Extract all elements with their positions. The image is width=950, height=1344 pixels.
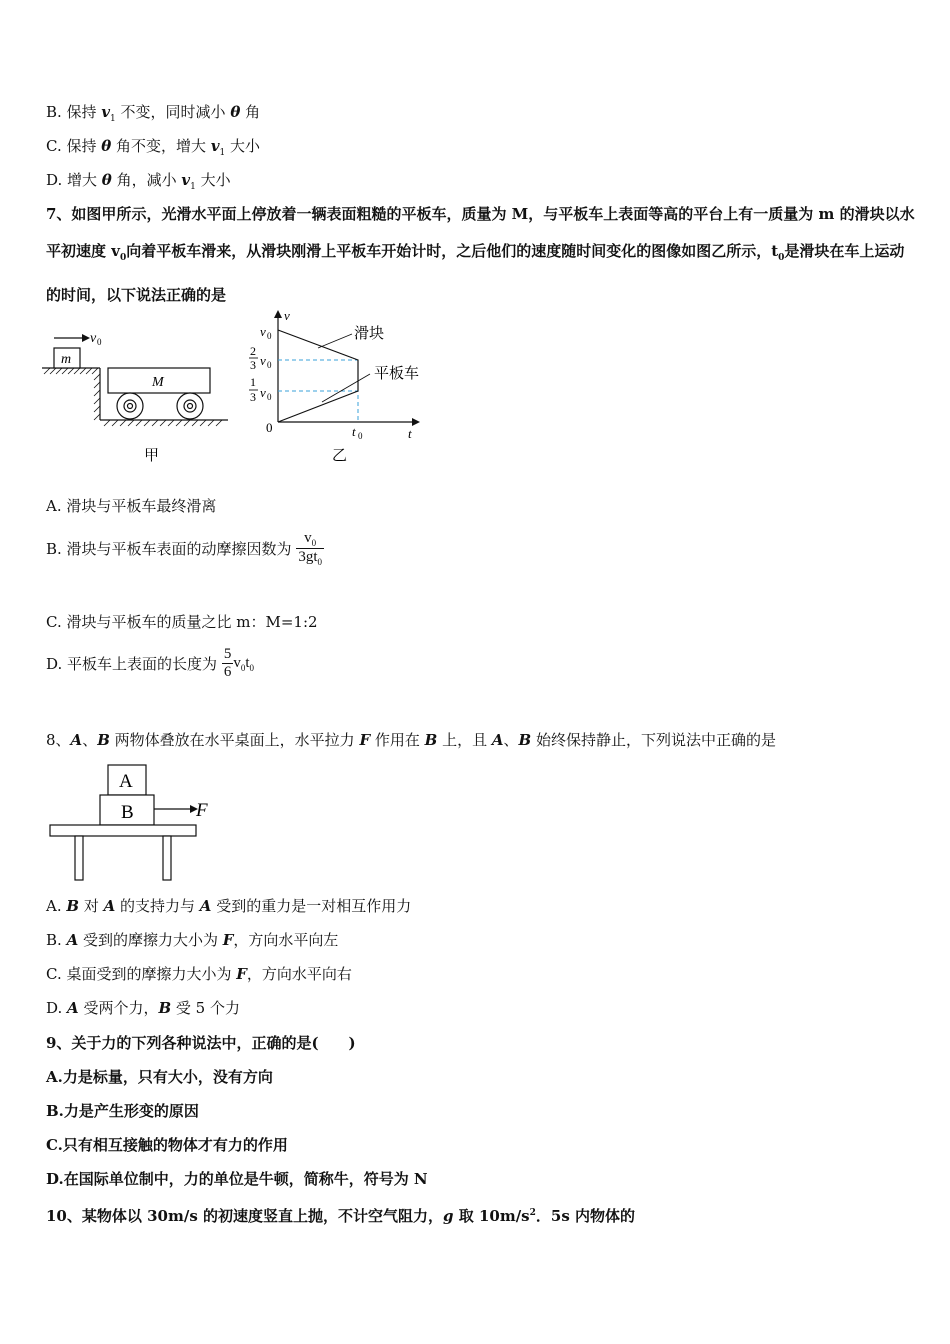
svg-text:v: v xyxy=(260,385,266,400)
svg-text:0: 0 xyxy=(267,360,272,370)
svg-text:2: 2 xyxy=(250,344,256,358)
svg-text:1: 1 xyxy=(250,375,256,389)
figure-label-jia: 甲 xyxy=(144,448,160,464)
q9-stem: 9、关于力的下列各种说法中，正确的是( ) xyxy=(46,1034,356,1052)
slider-line xyxy=(278,330,358,422)
svg-text:A: A xyxy=(119,771,133,792)
cart-wheels xyxy=(117,393,203,419)
svg-text:m: m xyxy=(61,352,72,367)
q9-option-d: D.在国际单位制中，力的单位是牛顿，简称牛，符号为 N xyxy=(46,1170,428,1188)
svg-text:t: t xyxy=(352,424,356,439)
q8-stem: 8、A、B 两物体叠放在水平桌面上，水平拉力 F 作用在 B 上，且 A、B 始终保持静止，下列说法中正确的是 xyxy=(46,731,776,749)
q7-option-a: A. 滑块与平板车最终滑离 xyxy=(46,497,217,515)
svg-text:M: M xyxy=(152,375,164,390)
q8-option-c: C. 桌面受到的摩擦力大小为 F，方向水平向右 xyxy=(46,965,352,983)
fraction-5-6: $\frac{5}{6}$ xyxy=(223,646,232,680)
cart-line xyxy=(322,374,370,402)
svg-text:0: 0 xyxy=(267,392,272,402)
svg-text:3: 3 xyxy=(250,390,256,404)
svg-text:v: v xyxy=(284,308,290,323)
q8-option-a: A. B 对 A 的支持力与 A 受到的重力是一对相互作用力 xyxy=(46,897,412,915)
q10-stem: 10、某物体以 30m/s 的初速度竖直上抛，不计空气阻力，g 取 $10m/s^2$．5s 内物体的 xyxy=(46,1207,635,1225)
svg-text:B: B xyxy=(121,802,134,823)
q6-option-b: B. 保持 $v_1$ 不变，同时减小 θ 角 xyxy=(46,103,261,124)
q7-option-c: C. 滑块与平板车的质量之比 m：M=1:2 xyxy=(46,613,318,631)
svg-text:3: 3 xyxy=(250,358,256,372)
svg-text:v: v xyxy=(260,353,266,368)
svg-text:v: v xyxy=(260,324,266,339)
svg-text:0: 0 xyxy=(267,331,272,341)
q8-option-d: D. A 受两个力，B 受 5 个力 xyxy=(46,999,240,1017)
svg-text:F: F xyxy=(196,800,208,821)
q9-option-a: A.力是标量，只有大小，没有方向 xyxy=(46,1068,273,1086)
q9-option-c: C.只有相互接触的物体才有力的作用 xyxy=(46,1136,288,1154)
fraction-v0-3gt0: $\frac{v_0}{3gt_0}$ xyxy=(298,530,323,567)
q7-figure-cart xyxy=(40,318,240,468)
svg-text:0: 0 xyxy=(266,420,273,435)
q7-figure-vt-graph xyxy=(240,308,440,468)
q6-option-d: D. 增大 θ 角，减小 $v_1$ 大小 xyxy=(46,171,231,192)
q6-option-c: C. 保持 θ 角不变，增大 $v_1$ 大小 xyxy=(46,137,261,158)
svg-text:t: t xyxy=(408,426,412,441)
svg-text:0: 0 xyxy=(358,431,363,441)
svg-text:滑块: 滑块 xyxy=(354,326,385,342)
svg-text:平板车: 平板车 xyxy=(374,366,420,382)
q7-stem: 7、如图甲所示，光滑水平面上停放着一辆表面粗糙的平板车，质量为 M，与平板车上表面等高的平台上有一质量为 m 的滑块以水平初速度 $v_0$向着平板车滑来，从滑块刚滑上平板车开始计时，之后他们的速度随时间变化的图像如图乙所示，$t_0$是滑块在车上运动的时间，以下说法正确的是 xyxy=(46,205,915,304)
q7-option-d: D. 平板车上表面的长度为 $\frac{5}{6}$ $v_0t_0$ xyxy=(46,646,254,680)
v0-label: v xyxy=(90,331,97,346)
table-top xyxy=(50,825,196,836)
svg-text:0: 0 xyxy=(97,337,102,347)
q9-option-b: B.力是产生形变的原因 xyxy=(46,1102,199,1120)
figure-label-yi: 乙 xyxy=(332,448,348,464)
q7-option-b: B. 滑块与平板车表面的动摩擦因数为 $\frac{v_0}{3gt_0}$ xyxy=(46,530,323,567)
q8-option-b: B. A 受到的摩擦力大小为 F，方向水平向左 xyxy=(46,931,339,949)
q8-figure-table xyxy=(46,762,226,886)
